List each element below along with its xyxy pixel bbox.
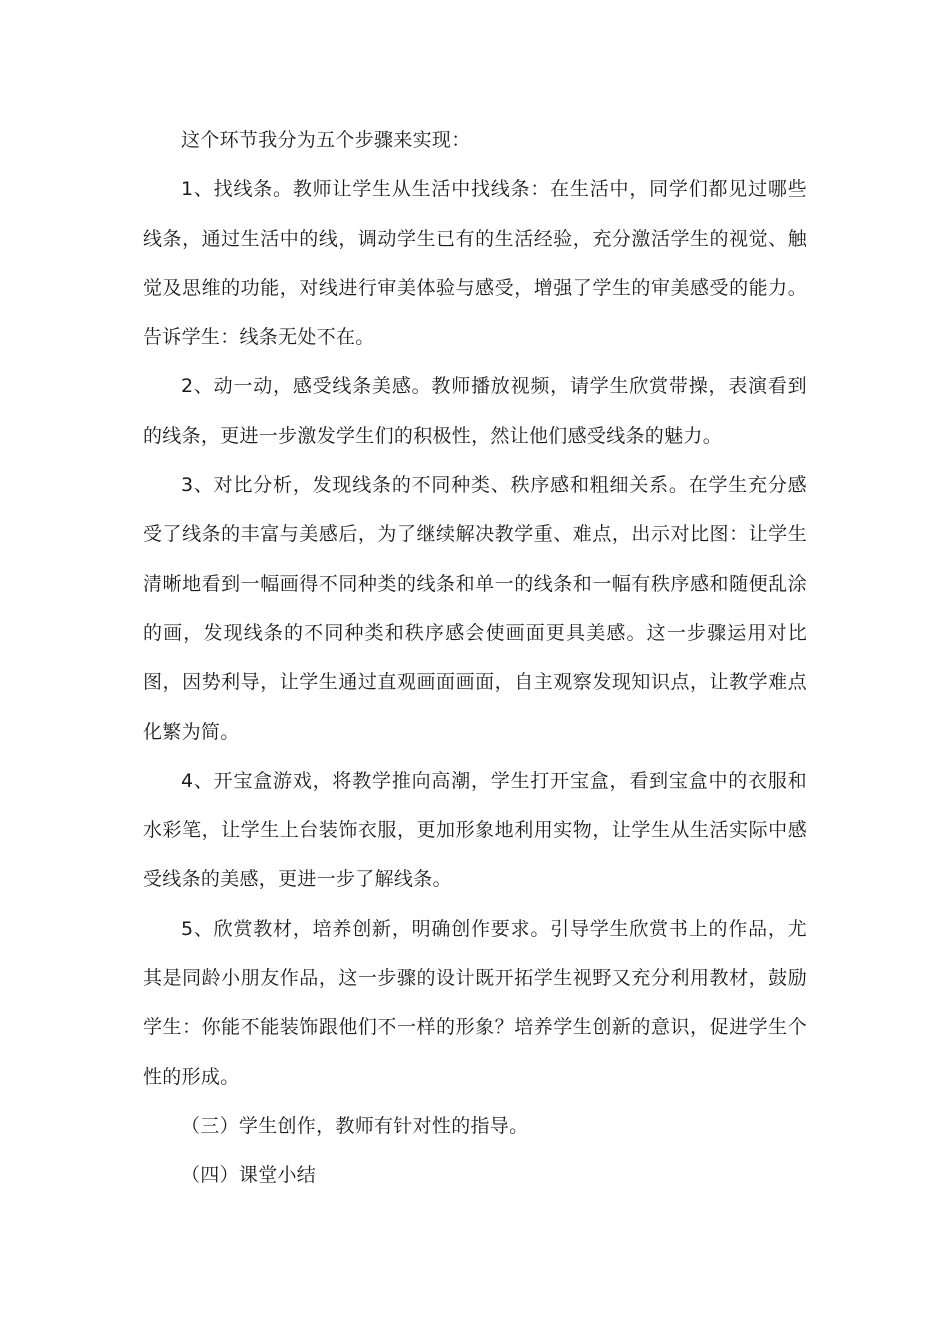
step-1-paragraph: 1、找线条。教师让学生从生活中找线条：在生活中，同学们都见过哪些线条，通过生活中的线，调动学生已有的生活经验，充分激活学生的视觉、触觉及思维的功能，对线进行审美体验与感受，增强了学生的审美感受的能力。告诉学生：线条无处不在。 [143, 178, 807, 349]
step-3-paragraph: 3、对比分析，发现线条的不同种类、秩序感和粗细关系。在学生充分感受了线条的丰富与美感后，为了继续解决教学重、难点，出示对比图：让学生清晰地看到一幅画得不同种类的线条和单一的线条和一幅有秩序感和随便乱涂的画，发现线条的不同种类和秩序感会使画面更具美感。这一步骤运用对比图，因势利导，让学生通过直观画面画面，自主观察发现知识点，让教学难点化繁为简。 [143, 474, 807, 743]
step-4-paragraph: 4、开宝盒游戏，将教学推向高潮，学生打开宝盒，看到宝盒中的衣服和水彩笔，让学生上台装饰衣服，更加形象地利用实物，让学生从生活实际中感受线条的美感，更进一步了解线条。 [143, 769, 807, 891]
document-body [143, 116, 807, 1201]
section-3-heading: （三）学生创作，教师有针对性的指导。 [181, 1114, 529, 1137]
section-4-heading: （四）课堂小结 [181, 1164, 317, 1187]
step-2-paragraph: 2、动一动，感受线条美感。教师播放视频，请学生欣赏带操，表演看到的线条，更进一步激发学生们的积极性，然让他们感受线条的魅力。 [143, 375, 807, 447]
intro-paragraph: 这个环节我分为五个步骤来实现： [181, 129, 471, 151]
step-5-paragraph: 5、欣赏教材，培养创新，明确创作要求。引导学生欣赏书上的作品，尤其是同龄小朋友作品，这一步骤的设计既开拓学生视野又充分利用教材，鼓励学生：你能不能装饰跟他们不一样的形象？培养学生创新的意识，促进学生个性的形成。 [143, 917, 807, 1088]
